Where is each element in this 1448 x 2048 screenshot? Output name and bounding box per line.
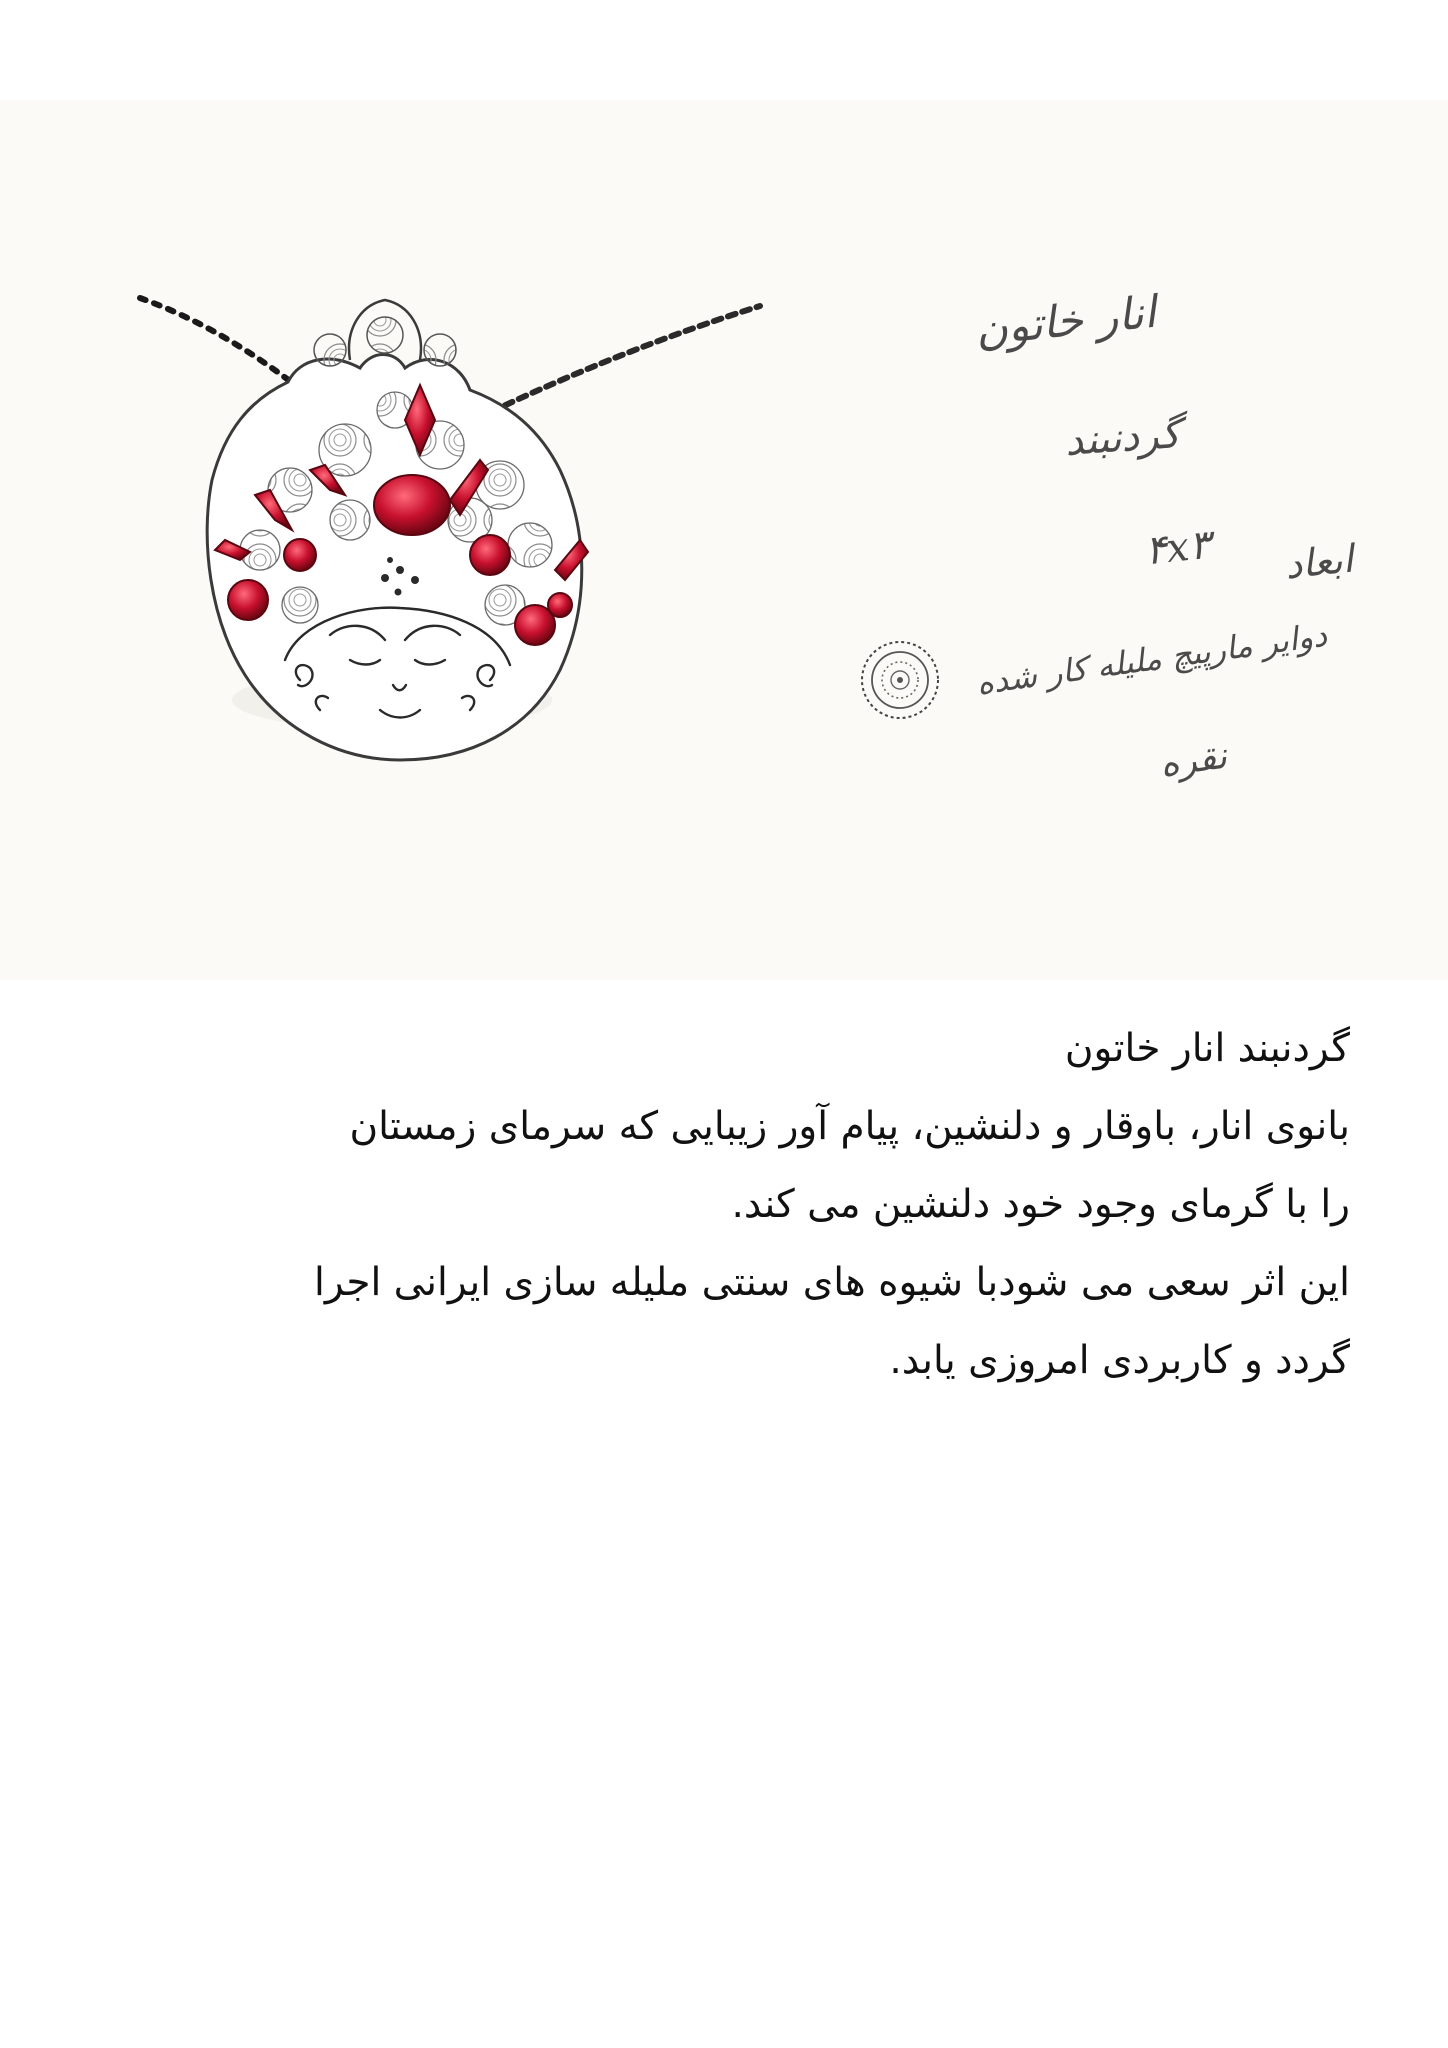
handwritten-dimensions-label: ابعاد (1282, 536, 1356, 588)
handwritten-title: انار خاتون (972, 286, 1159, 357)
description-line: بانوی انار، باوقار و دلنشین، پیام آور زیبایی که سرمای زمستان (349, 1104, 1350, 1149)
description-title: گردنبند انار خاتون (1064, 1026, 1350, 1071)
description-line: گردد و کاربردی امروزی یابد. (889, 1338, 1350, 1383)
description-text (120, 1010, 1350, 1400)
filigree-sample-icon (862, 642, 938, 718)
description-line: را با گرمای وجود خود دلنشین می کند. (731, 1182, 1350, 1227)
handwritten-type: گردنبند (1063, 411, 1182, 465)
chain-right (478, 306, 760, 418)
sketch-image (0, 100, 1448, 980)
pomegranate-necklace-sketch (0, 100, 1448, 980)
handwritten-technique: دوایر مارپیچ ملیله کار شده (974, 615, 1330, 703)
pendant (207, 300, 588, 760)
description-line: این اثر سعی می شودبا شیوه های سنتی ملیله سازی ایرانی اجرا (313, 1260, 1350, 1305)
handwritten-material: نقره (1157, 735, 1230, 786)
handwritten-dimensions-value: ۴x۳ (1142, 521, 1213, 575)
